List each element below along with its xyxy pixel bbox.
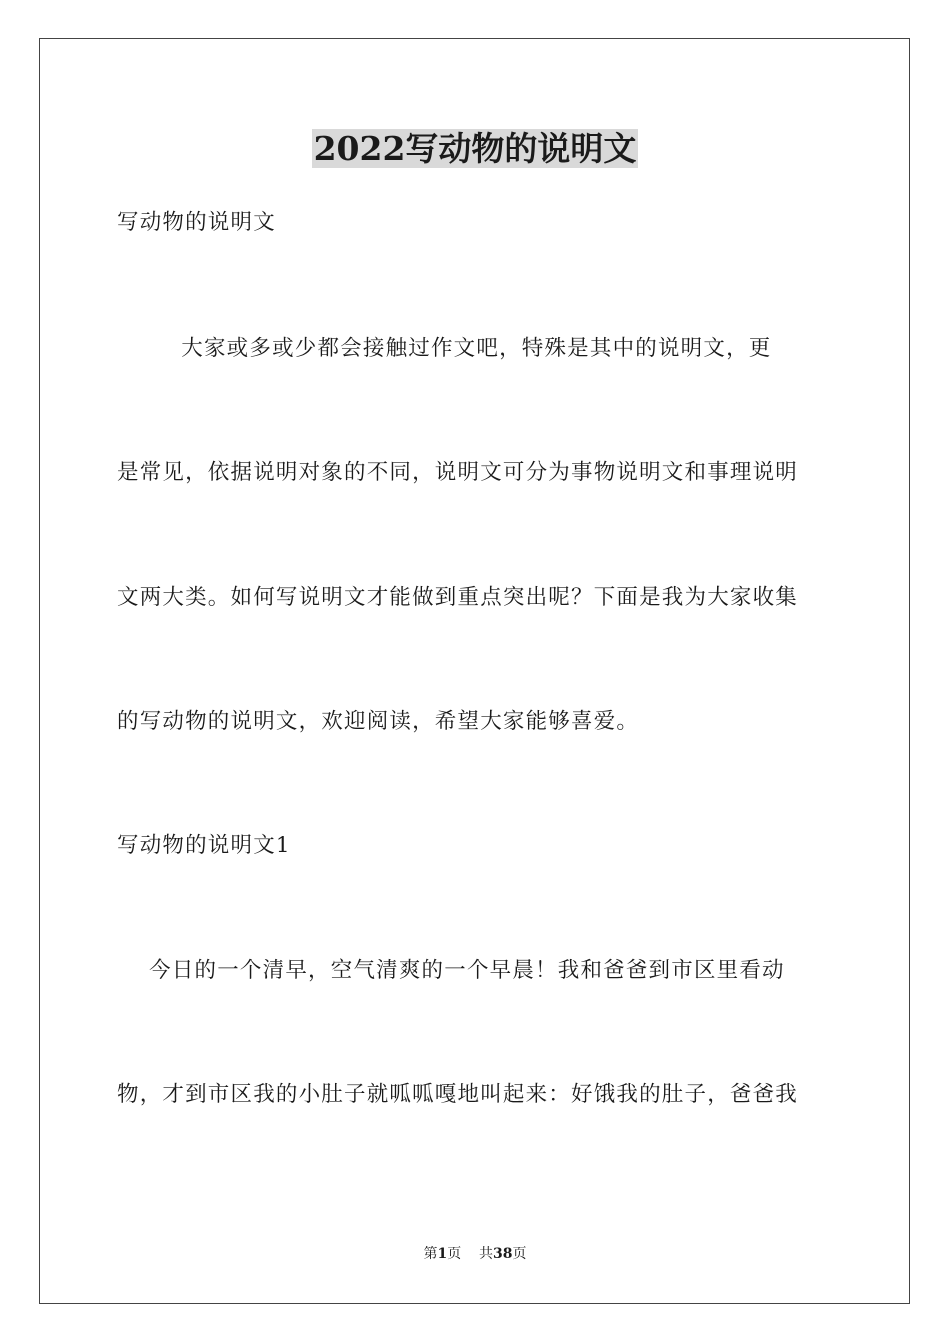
page-footer <box>0 1244 950 1264</box>
title-text: 2022写动物的说明文 <box>313 129 637 168</box>
section-heading: 写动物的说明文1 <box>117 833 291 858</box>
footer-prefix: 第 <box>423 1246 438 1262</box>
paragraph-line: 是常见，依据说明对象的不同，说明文可分为事物说明文和事理说明 <box>117 460 799 485</box>
footer-suffix: 页 <box>512 1246 527 1262</box>
document-title <box>0 126 950 172</box>
paragraph-line: 物，才到市区我的小肚子就呱呱嘎地叫起来：好饿我的肚子，爸爸我 <box>117 1082 799 1107</box>
footer-total-pages: 38 <box>493 1246 513 1262</box>
footer-page-number: 1 <box>437 1246 448 1262</box>
subtitle-line: 写动物的说明文 <box>117 210 276 235</box>
paragraph-line: 的写动物的说明文，欢迎阅读，希望大家能够喜爱。 <box>117 709 640 734</box>
paragraph-line: 今日的一个清早，空气清爽的一个早晨！我和爸爸到市区里看动 <box>117 958 785 983</box>
paragraph-line: 文两大类。如何写说明文才能做到重点突出呢？下面是我为大家收集 <box>117 585 799 610</box>
paragraph-line: 大家或多或少都会接触过作文吧，特殊是其中的说明文，更 <box>117 336 772 361</box>
footer-middle: 页 共 <box>447 1246 494 1262</box>
